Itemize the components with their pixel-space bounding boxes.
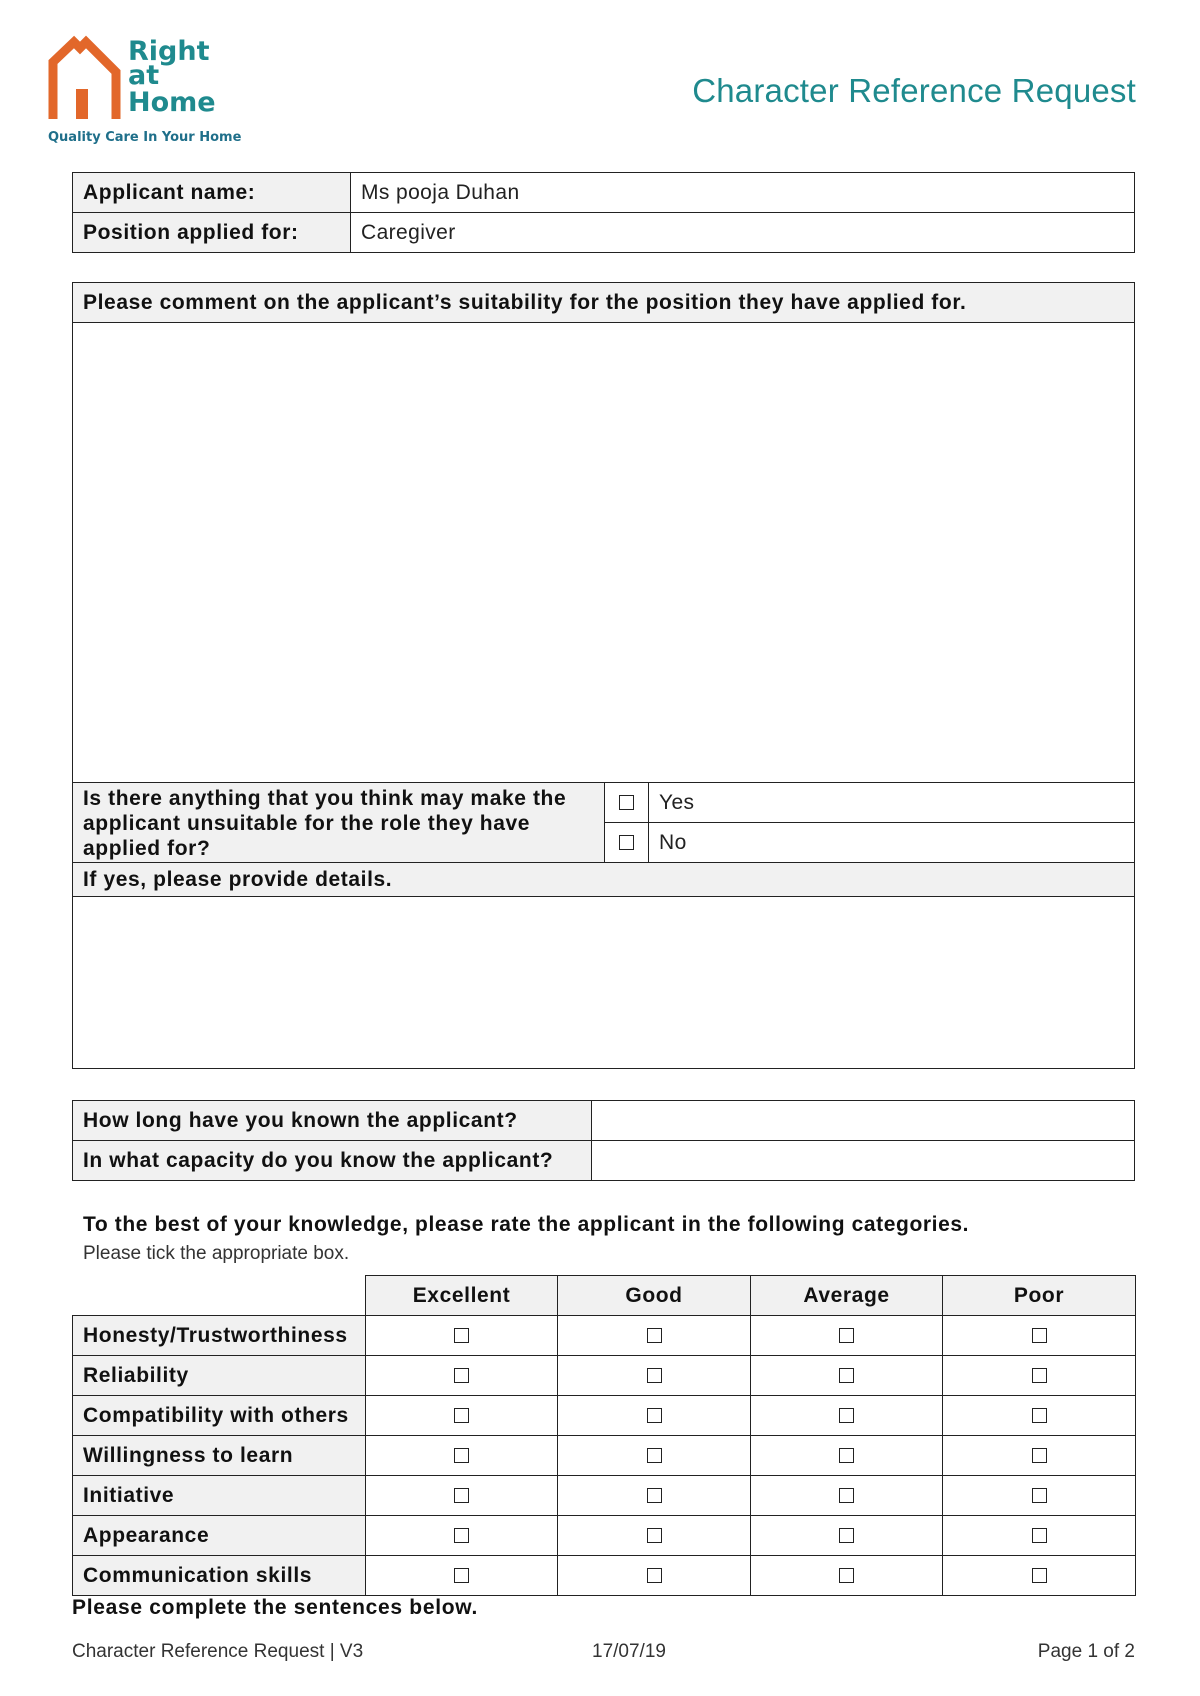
- rating-checkbox[interactable]: [454, 1528, 469, 1543]
- rating-checkbox[interactable]: [839, 1528, 854, 1543]
- how-long-label: How long have you known the applicant?: [73, 1101, 592, 1141]
- rating-checkbox[interactable]: [454, 1368, 469, 1383]
- rating-checkbox[interactable]: [647, 1448, 662, 1463]
- rating-checkbox[interactable]: [647, 1528, 662, 1543]
- rating-checkbox[interactable]: [647, 1328, 662, 1343]
- rating-checkbox[interactable]: [454, 1568, 469, 1583]
- yes-label: Yes: [649, 783, 1135, 823]
- unsuitable-question: Is there anything that you think may make the applicant unsuitable for the role they have applied for?: [73, 783, 605, 863]
- rating-row-label: Communication skills: [73, 1556, 366, 1596]
- rating-checkbox[interactable]: [647, 1408, 662, 1423]
- rating-corner: [73, 1276, 366, 1316]
- no-label: No: [649, 823, 1135, 863]
- rating-checkbox[interactable]: [454, 1488, 469, 1503]
- capacity-answer[interactable]: [592, 1141, 1135, 1181]
- rating-checkbox[interactable]: [839, 1328, 854, 1343]
- rating-col-poor: Poor: [943, 1276, 1136, 1316]
- rating-row: [73, 1356, 1136, 1396]
- suitability-table: [72, 282, 1135, 1069]
- position-value[interactable]: Caregiver: [351, 213, 1135, 253]
- rating-checkbox[interactable]: [839, 1408, 854, 1423]
- rating-checkbox[interactable]: [839, 1488, 854, 1503]
- suitability-comment-box[interactable]: [73, 323, 1135, 783]
- rating-checkbox[interactable]: [839, 1448, 854, 1463]
- rating-subheading: Please tick the appropriate box.: [83, 1243, 350, 1264]
- rating-row-label: Appearance: [73, 1516, 366, 1556]
- footer-left: Character Reference Request | V3: [72, 1641, 364, 1662]
- rating-header-row: [73, 1276, 1136, 1316]
- rating-checkbox[interactable]: [839, 1568, 854, 1583]
- rating-row: [73, 1396, 1136, 1436]
- details-box[interactable]: [73, 897, 1135, 1069]
- yes-checkbox-cell[interactable]: [605, 783, 649, 823]
- rating-intro: [83, 1213, 969, 1265]
- rating-row-label: Willingness to learn: [73, 1436, 366, 1476]
- rating-col-good: Good: [558, 1276, 751, 1316]
- rating-checkbox[interactable]: [1032, 1408, 1047, 1423]
- rating-checkbox[interactable]: [454, 1408, 469, 1423]
- no-checkbox-cell[interactable]: [605, 823, 649, 863]
- rating-row-label: Reliability: [73, 1356, 366, 1396]
- after-note: Please complete the sentences below.: [72, 1596, 479, 1619]
- rating-col-excellent: Excellent: [366, 1276, 558, 1316]
- rating-checkbox[interactable]: [647, 1568, 662, 1583]
- no-checkbox[interactable]: [619, 835, 634, 850]
- rating-checkbox[interactable]: [1032, 1328, 1047, 1343]
- rating-col-average: Average: [751, 1276, 943, 1316]
- rating-row: [73, 1516, 1136, 1556]
- rating-checkbox[interactable]: [1032, 1568, 1047, 1583]
- rating-checkbox[interactable]: [454, 1448, 469, 1463]
- right-at-home-logo: [48, 34, 268, 152]
- applicant-name-value[interactable]: Ms pooja Duhan: [351, 173, 1135, 213]
- footer-page: Page 1 of 2: [1037, 1641, 1135, 1662]
- rating-row-label: Initiative: [73, 1476, 366, 1516]
- rating-checkbox[interactable]: [1032, 1448, 1047, 1463]
- position-label: Position applied for:: [73, 213, 351, 253]
- logo-tagline: Quality Care In Your Home: [48, 130, 242, 145]
- capacity-label: In what capacity do you know the applicant?: [73, 1141, 592, 1181]
- yes-checkbox[interactable]: [619, 795, 634, 810]
- suitability-question: Please comment on the applicant’s suitability for the position they have applied for.: [73, 283, 1135, 323]
- applicant-table: [72, 172, 1135, 253]
- logo-line-2: at: [128, 60, 160, 91]
- rating-checkbox[interactable]: [1032, 1488, 1047, 1503]
- logo-line-3: Home: [128, 87, 216, 118]
- how-long-answer[interactable]: [592, 1101, 1135, 1141]
- logo-line-1: Right: [128, 36, 210, 67]
- acquaintance-table: [72, 1100, 1135, 1181]
- rating-row: [73, 1316, 1136, 1356]
- footer-date: 17/07/19: [592, 1641, 666, 1662]
- rating-row: [73, 1556, 1136, 1596]
- house-icon: [53, 42, 116, 119]
- page-title: Character Reference Request: [692, 72, 1136, 109]
- rating-checkbox[interactable]: [647, 1488, 662, 1503]
- rating-checkbox[interactable]: [647, 1368, 662, 1383]
- details-label: If yes, please provide details.: [73, 863, 1135, 897]
- rating-row-label: Honesty/Trustworthiness: [73, 1316, 366, 1356]
- rating-row-label: Compatibility with others: [73, 1396, 366, 1436]
- rating-checkbox[interactable]: [1032, 1368, 1047, 1383]
- rating-heading: To the best of your knowledge, please rate the applicant in the following categories.: [83, 1213, 970, 1236]
- rating-checkbox[interactable]: [454, 1328, 469, 1343]
- rating-checkbox[interactable]: [839, 1368, 854, 1383]
- rating-table: [72, 1275, 1136, 1596]
- rating-row: [73, 1436, 1136, 1476]
- rating-checkbox[interactable]: [1032, 1528, 1047, 1543]
- rating-row: [73, 1476, 1136, 1516]
- applicant-name-label: Applicant name:: [73, 173, 351, 213]
